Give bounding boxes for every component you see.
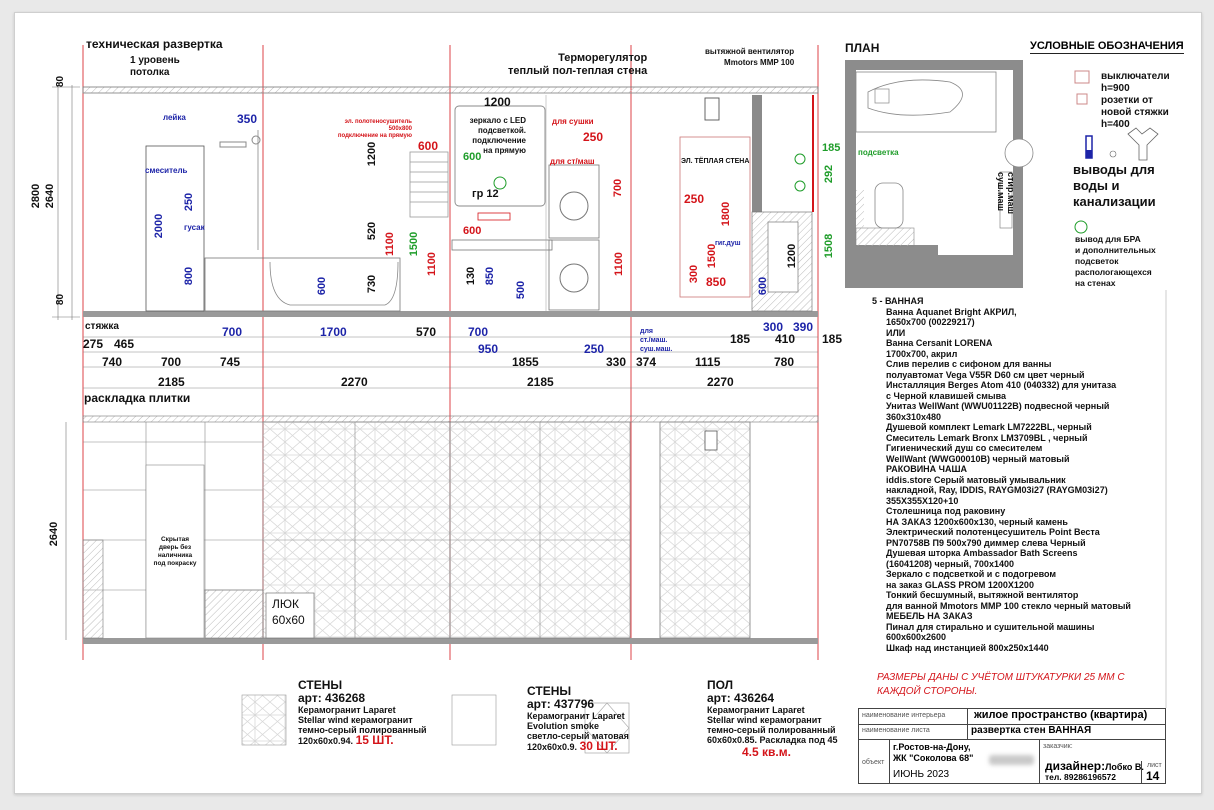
dim-1508: 1508 [823, 233, 836, 259]
sheet-number: 14 [1146, 769, 1160, 783]
socket-block [478, 213, 510, 220]
bathtub-shape [270, 262, 398, 305]
washing-machine [549, 165, 599, 238]
designer: дизайнер:Лобко В. [1045, 759, 1144, 773]
elevation-title: техническая развертка [86, 37, 223, 51]
spec-line: на заказ GLASS PROM 1200X1200 [886, 579, 1034, 590]
fan-outline [705, 98, 719, 120]
dim-250-a: 250 [583, 130, 604, 144]
dim-745: 745 [220, 355, 241, 369]
dim-520: 520 [366, 221, 379, 241]
tile-spec-2: СТЕНЫ арт: 437796 Керамогранит Laparet Evolution smoke светло-серый матовая 120х60х0.9. 30 ШТ. [527, 684, 629, 753]
spec-line: Душевой комплект Lemark LM7222BL, черный [886, 422, 1092, 432]
spec-line: 600х600х2600 [886, 632, 947, 642]
spout-label: гусак [184, 223, 205, 232]
dim-300-h: 300 [763, 320, 784, 334]
dim-185-a: 185 [730, 332, 751, 346]
plaster-note: РАЗМЕРЫ ДАНЫ С УЧЁТОМ ШТУКАТУРКИ 25 ММ С КАЖДОЙ СТОРОНЫ. [877, 672, 1125, 697]
spec-line: Слив перелив с сифоном для ванны [886, 359, 1052, 369]
phone: тел. 89286196572 [1045, 772, 1117, 782]
dim-250: 250 [183, 192, 196, 212]
floor-screed [83, 311, 818, 317]
spec-line: Пинал для стирально и сушительной машины [886, 621, 1095, 632]
light-outlet [795, 154, 805, 164]
dim-600-top: 600 [418, 139, 439, 153]
legend-switches: выключатели h=900 [1101, 71, 1170, 94]
dim-250-b: 250 [684, 192, 705, 206]
dim-row1-570: 570 [416, 325, 437, 339]
dim-275: 275 [83, 337, 104, 351]
legend-lights: вывод для БРА и дополнительных подсветок распологающехся на стенах [1075, 234, 1156, 288]
tile-swatch-2 [452, 695, 496, 745]
spec-line: полуавтомат Vega V55R D60 см цвет черный [886, 369, 1085, 380]
specification-list [872, 296, 1131, 653]
dim-1200: 1200 [366, 141, 379, 167]
tile-pattern-area [660, 422, 750, 638]
hygiene-shower-label: гиг.душ [715, 240, 741, 247]
dim-130: 130 [465, 266, 478, 286]
dim-350: 350 [237, 112, 258, 126]
dim-374: 374 [636, 355, 657, 369]
dim-row1-700b: 700 [468, 325, 489, 339]
fan-label: вытяжной вентилятор Mmotors MMP 100 [705, 47, 795, 67]
backlight-label: подсветка [858, 148, 899, 157]
dim-500: 500 [515, 280, 528, 300]
dim-row1-1700: 1700 [320, 325, 347, 339]
dim-600-b: 600 [757, 276, 770, 296]
light-outlet [795, 181, 805, 191]
spec-line: Ванна Cersanit LORENA [886, 338, 993, 348]
dim-700-red: 700 [612, 178, 625, 198]
screed-label: стяжка [85, 321, 119, 332]
switch-symbol [1075, 71, 1089, 83]
spec-line: 360х310х480 [886, 411, 942, 422]
spec-line: (16041208) черный, 700х1400 [886, 558, 1014, 569]
spec-heading: 5 - ВАННАЯ [872, 296, 924, 306]
sewer-symbol [1128, 128, 1158, 160]
spec-line: Унитаз WellWant (WWU01122B) подвесной черный [886, 401, 1110, 411]
plan-title: ПЛАН [845, 41, 880, 55]
plan-round-object [1005, 139, 1033, 167]
dim-185-b: 185 [822, 332, 843, 346]
dim-600-red: 600 [463, 225, 482, 237]
dim-1500-red: 1500 [706, 243, 719, 269]
dim-730: 730 [366, 274, 379, 294]
towel-dryer-label: эл. полотеносушитель 500х800 подключение на прямую [337, 119, 412, 139]
spec-line: PN70758B П9 500х790 диммер слева Черный [886, 537, 1086, 548]
spec-line: для ванной Mmotors MMP 100 стекло черный матовый [886, 600, 1131, 611]
interior-label: наименование интерьера [862, 712, 946, 719]
ceiling-level-label: 1 уровень потолка [130, 55, 180, 78]
dim-390: 390 [793, 320, 814, 334]
spec-line: с Черной клавишей смыва [886, 390, 1007, 401]
tile-layout-title: раскладка плитки [84, 391, 191, 405]
spec-line: Инсталляция Berges Atom 410 (040332) для унитаза [886, 380, 1117, 390]
dim-292: 292 [823, 164, 836, 184]
dim-2000: 2000 [153, 213, 166, 239]
date: ИЮНЬ 2023 [893, 769, 950, 780]
dim-600-blue: 600 [316, 276, 329, 296]
washer-socket-label: для ст/маш [550, 157, 595, 166]
dim-1200-b: 1200 [786, 243, 799, 269]
dim-1800: 1800 [720, 201, 733, 227]
dim-330: 330 [606, 355, 627, 369]
dim-1100-c: 1100 [612, 252, 625, 276]
spec-line: 355X355X120+10 [886, 495, 959, 506]
spec-line: накладной, Ray, IDDIS, RAYGM03i27 (RAYGM03i27) [886, 485, 1108, 495]
tile-spec-1: СТЕНЫ арт: 436268 Керамогранит Laparet Stellar wind керамогранит темно-серый полированный 120х60х0.94. 15 ШТ. [298, 678, 427, 747]
dryer-socket-label: для сушки [552, 117, 594, 126]
dim-80-top: 80 [55, 75, 67, 88]
dryer [549, 240, 599, 310]
dim-950: 950 [478, 342, 499, 356]
dim-700: 700 [161, 355, 182, 369]
dim-850: 850 [706, 275, 727, 289]
shower-head [220, 142, 246, 147]
spec-line: 1650х700 (00229217) [886, 317, 975, 327]
dim-2185-a: 2185 [158, 375, 185, 389]
spec-line: НА ЗАКАЗ 1200х600х130, черный камень [886, 516, 1068, 527]
dim-410: 410 [775, 332, 796, 346]
light-outlet-symbol [1075, 221, 1087, 233]
legend-water: выводы для воды и канализации [1073, 162, 1156, 209]
dim-740: 740 [102, 355, 123, 369]
tile-layout-height: 2640 [48, 521, 61, 547]
interior-value: жилое пространство (квартира) [974, 709, 1148, 721]
dim-600-green: 600 [463, 151, 482, 163]
hidden-door-label: Скрытая дверь без наличника под покраску [153, 536, 197, 567]
dim-2270-b: 2270 [707, 375, 734, 389]
dim-2800: 2800 [30, 183, 43, 209]
towel-dryer [410, 152, 448, 217]
customer-label: заказчик: [1043, 743, 1073, 750]
thermostat-label: Терморегулятор теплый пол-теплая стена [508, 52, 648, 77]
object-address: г.Ростов-на-Дону, ЖК "Соколова 68" [893, 742, 974, 763]
spec-line: Ванна Aquanet Bright АКРИЛ, [886, 306, 1017, 317]
dim-1100-a: 1100 [383, 232, 396, 256]
dim-300: 300 [688, 264, 701, 284]
socket-symbol [1077, 94, 1087, 104]
legend-title: УСЛОВНЫЕ ОБОЗНАЧЕНИЯ [1030, 40, 1184, 52]
sheet-name-label: наименование листа [862, 727, 930, 734]
dim-2185-b: 2185 [527, 375, 554, 389]
tile-spec-3: ПОЛ арт: 436264 Керамогранит Laparet Stellar wind керамогранит темно-серый полированный 60х60х0.85. Раскладка под 45 4.5 кв.м. [707, 678, 838, 759]
dim-1500-green: 1500 [408, 231, 421, 257]
spec-line: 1700х700, акрил [886, 348, 958, 359]
spec-line: Смеситель Lemark Bronx LM3709BL , черный [886, 432, 1088, 443]
spec-line: ИЛИ [886, 327, 906, 338]
dim-1855: 1855 [512, 355, 539, 369]
dim-1100-b: 1100 [425, 252, 438, 276]
spec-line: Электрический полотенцесушитель Point Веста [886, 527, 1100, 537]
spec-line: WellWant (WWG00010B) черный матовый [886, 453, 1070, 464]
wall-column [752, 95, 762, 212]
spec-line: Зеркало с подсветкой и с подогревом [886, 569, 1057, 579]
object-label: объект [862, 759, 885, 766]
dim-800: 800 [183, 266, 196, 286]
spec-line: РАКОВИНА ЧАША [886, 464, 968, 474]
spec-line: Душевая шторка Ambassador Bath Screens [886, 548, 1078, 558]
mixer-label: смеситель [145, 166, 188, 175]
dim-1200-mirror: 1200 [484, 95, 511, 109]
dim-2640: 2640 [44, 183, 57, 209]
spec-line: iddis.store Серый матовый умывальник [886, 474, 1066, 485]
dim-465: 465 [114, 337, 135, 351]
mirror-label: зеркало с LED подсветкой. подключение на прямую [469, 116, 526, 155]
sheet-label: лист [1147, 762, 1162, 769]
dim-850-v: 850 [484, 266, 497, 286]
plan-machines-label: стир.маш суш.маш [996, 172, 1016, 214]
spec-line: МЕБЕЛЬ НА ЗАКАЗ [886, 611, 973, 621]
dim-80-bottom: 80 [55, 293, 67, 306]
spec-line: Столешница под раковину [886, 506, 1006, 516]
shower-head-label: лейка [163, 113, 186, 122]
dim-780: 780 [774, 355, 795, 369]
sheet-name-value: развертка стен ВАННАЯ [971, 725, 1092, 736]
dim-250-bottom: 250 [584, 342, 605, 356]
blurred-text [989, 755, 1034, 765]
title-block [858, 708, 1166, 784]
dim-1115: 1115 [695, 355, 721, 369]
group-label: гр 12 [472, 188, 499, 200]
tile-swatch-1 [242, 695, 286, 745]
ceiling-band [83, 87, 818, 93]
shower-handheld [252, 136, 260, 144]
dim-row1-700: 700 [222, 325, 243, 339]
countertop [452, 240, 552, 250]
hatch-label: ЛЮК 60x60 [272, 597, 305, 627]
dim-2270-a: 2270 [341, 375, 368, 389]
dim-185-green: 185 [822, 142, 841, 154]
spec-line: Тонкий бесшумный, вытяжной вентилятор [886, 590, 1079, 600]
legend-sockets: розетки от новой стяжки h=400 [1101, 95, 1169, 130]
warm-wall-label: ЭЛ. ТЁПЛАЯ СТЕНА [681, 158, 750, 165]
spec-line: Гигиенический душ со смесителем [886, 443, 1043, 453]
machines-outlet-label: для ст./маш. суш.маш. [640, 328, 673, 353]
spec-line: Шкаф над инстанцией 800х250х1440 [886, 642, 1049, 653]
